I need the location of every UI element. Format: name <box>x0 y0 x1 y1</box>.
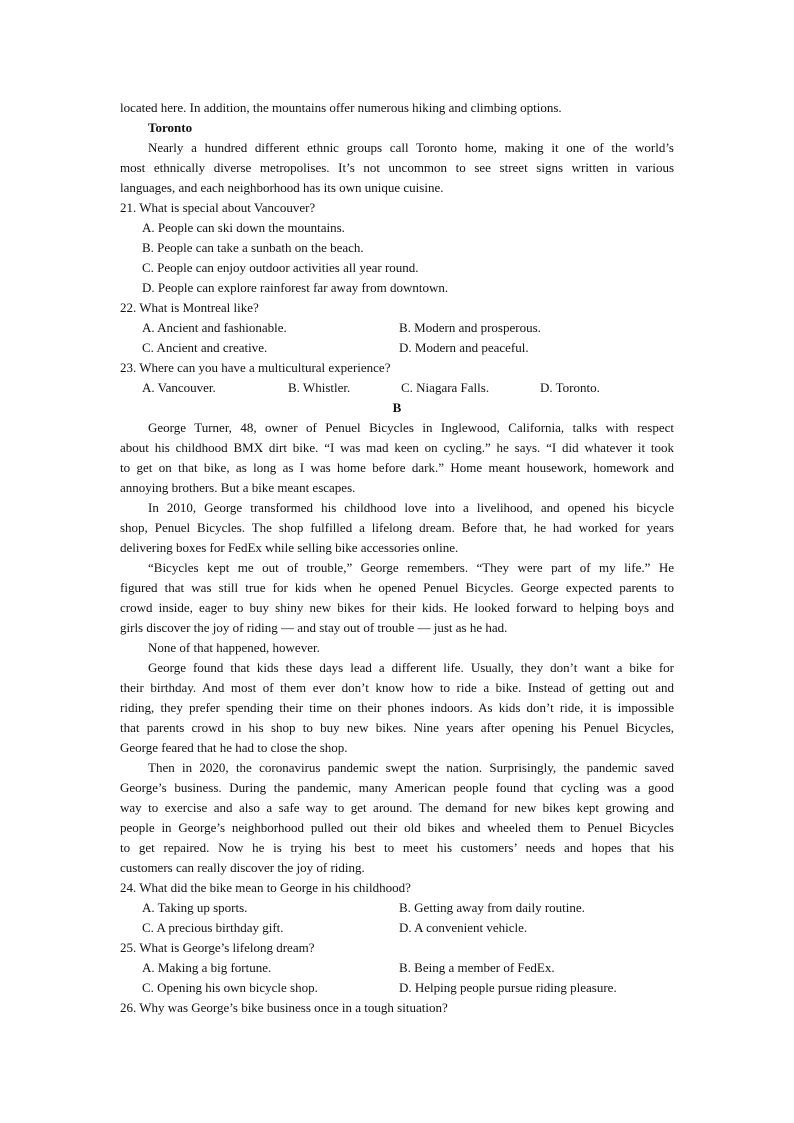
q22-option-b: B. Modern and prosperous. <box>399 320 541 335</box>
q23-options-row <box>120 378 674 398</box>
q23-option-a: A. Vancouver. <box>142 380 216 395</box>
q24-option-b: B. Getting away from daily routine. <box>399 900 585 915</box>
q21-option-a: A. People can ski down the mountains. <box>142 220 345 235</box>
paragraph-line: In 2010, George transformed his childhood love into a livelihood, and opened his bicycle <box>148 500 674 515</box>
paragraph-line: “Bicycles kept me out of trouble,” George remembers. “They were part of my life.” He <box>148 560 674 575</box>
q25-option-b: B. Being a member of FedEx. <box>399 960 555 975</box>
q21-option-d: D. People can explore rainforest far away from downtown. <box>142 280 449 295</box>
q21-option-c: C. People can enjoy outdoor activities all year round. <box>142 260 419 275</box>
question-25-stem: 25. What is George’s lifelong dream? <box>120 940 315 955</box>
paragraph-line: way to exercise and also a safe way to get around. The demand for new bikes kept growing and <box>120 800 674 815</box>
paragraph-line: delivering boxes for FedEx while selling bike accessories online. <box>120 540 459 555</box>
question-26-stem: 26. Why was George’s bike business once in a tough situation? <box>120 1000 448 1015</box>
paragraph-line: customers can really discover the joy of riding. <box>120 860 365 875</box>
heading-toronto: Toronto <box>148 120 193 135</box>
paragraph-line: languages, and each neighborhood has its own unique cuisine. <box>120 180 444 195</box>
paragraph-line: None of that happened, however. <box>148 640 320 655</box>
q25-option-a: A. Making a big fortune. <box>142 960 272 975</box>
paragraph-line: to get on that bike, as long as I was home before dark.” Home meant housework, homework and <box>120 460 674 475</box>
paragraph-line: Then in 2020, the coronavirus pandemic swept the nation. Surprisingly, the pandemic saved <box>148 760 674 775</box>
q22-options-row-1 <box>120 318 674 338</box>
paragraph-line: George Turner, 48, owner of Penuel Bicycles in Inglewood, California, talks with respect <box>148 420 674 435</box>
q25-option-d: D. Helping people pursue riding pleasure. <box>399 980 617 995</box>
paragraph-line: people in George’s neighborhood pulled out their old bikes and wheeled them to Penuel Bicycles <box>120 820 674 835</box>
question-22-stem: 22. What is Montreal like? <box>120 300 259 315</box>
paragraph-line: to get repaired. Now he is trying his best to meet his customers’ needs and hopes that his <box>120 840 674 855</box>
paragraph-line: their birthday. And most of them ever don’t know how to ride a bike. Instead of getting out and <box>120 680 674 695</box>
paragraph-line: George feared that he had to close the shop. <box>120 740 348 755</box>
q22-options-row-2 <box>120 338 674 358</box>
q22-option-c: C. Ancient and creative. <box>142 340 268 355</box>
q23-option-b: B. Whistler. <box>288 380 351 395</box>
exam-page <box>120 98 674 1018</box>
paragraph-line: riding, they prefer spending their time on their phones indoors. As kids don’t ride, it is impossible <box>120 700 674 715</box>
q24-option-a: A. Taking up sports. <box>142 900 248 915</box>
q24-option-d: D. A convenient vehicle. <box>399 920 528 935</box>
paragraph-line: crowd inside, eager to buy shiny new bikes for their kids. He looked forward to helping boys and <box>120 600 674 615</box>
q21-option-b: B. People can take a sunbath on the beach. <box>142 240 364 255</box>
paragraph-line: George found that kids these days lead a different life. Usually, they don’t want a bike for <box>148 660 674 675</box>
paragraph-line: shop, Penuel Bicycles. The shop fulfilled a lifelong dream. Before that, he had worked for years <box>120 520 674 535</box>
paragraph-line: that parents crowd in his shop to buy new bikes. Nine years after opening his Penuel Bicycles, <box>120 720 674 735</box>
q24-options-row-2 <box>120 918 674 938</box>
paragraph-line: Nearly a hundred different ethnic groups call Toronto home, making it one of the world’s <box>148 140 674 155</box>
passage-a-tail-line: located here. In addition, the mountains offer numerous hiking and climbing options. <box>120 100 562 115</box>
paragraph-line: George’s business. During the pandemic, many American people found that cycling was a good <box>120 780 674 795</box>
q22-option-d: D. Modern and peaceful. <box>399 340 529 355</box>
q24-option-c: C. A precious birthday gift. <box>142 920 284 935</box>
q24-options-row-1 <box>120 898 674 918</box>
paragraph-line: most ethnically diverse metropolises. It’s not uncommon to see street signs written in various <box>120 160 674 175</box>
paragraph-line: about his childhood BMX dirt bike. “I was mad keen on cycling.” he says. “I did whatever it took <box>120 440 674 455</box>
paragraph-line: girls discover the joy of riding — and stay out of trouble — just as he had. <box>120 620 508 635</box>
paragraph-line: annoying brothers. But a bike meant escapes. <box>120 480 356 495</box>
q25-options-row-2 <box>120 978 674 998</box>
q23-option-d: D. Toronto. <box>540 380 600 395</box>
passage-b-heading: B <box>392 400 402 415</box>
q22-option-a: A. Ancient and fashionable. <box>142 320 287 335</box>
question-23-stem: 23. Where can you have a multicultural experience? <box>120 360 391 375</box>
paragraph-line: figured that was still true for kids when he opened Penuel Bicycles. George expected parents to <box>120 580 674 595</box>
question-21-stem: 21. What is special about Vancouver? <box>120 200 316 215</box>
question-24-stem: 24. What did the bike mean to George in his childhood? <box>120 880 411 895</box>
q25-option-c: C. Opening his own bicycle shop. <box>142 980 318 995</box>
q25-options-row-1 <box>120 958 674 978</box>
q23-option-c: C. Niagara Falls. <box>401 380 490 395</box>
